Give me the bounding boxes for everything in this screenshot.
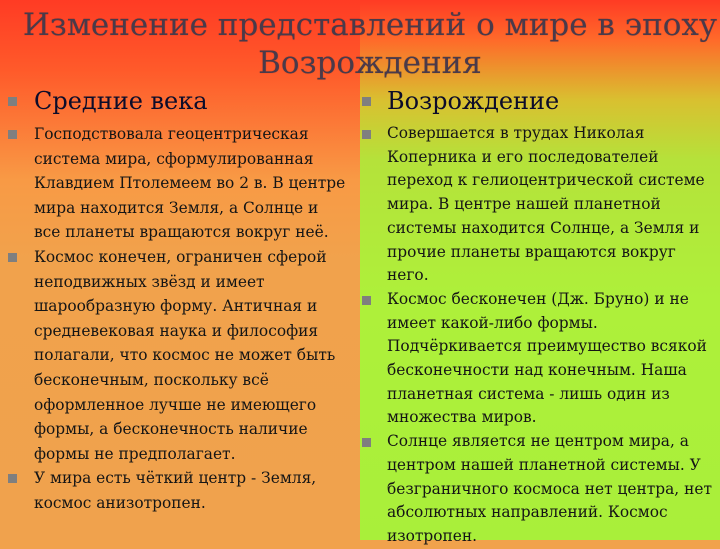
list-item-text: Космос бесконечен (Дж. Бруно) и не имеет какой-либо формы. Подчёркивается преимущество всякой бесконечности над конечным. Наша планетная система - лишь один из множества миров. bbox=[387, 289, 707, 427]
square-bullet-icon bbox=[362, 130, 371, 139]
renaissance-heading: Возрождение bbox=[387, 87, 560, 115]
list-item bbox=[8, 122, 348, 245]
square-bullet-icon bbox=[362, 296, 371, 305]
list-item bbox=[8, 466, 348, 515]
square-bullet-icon bbox=[362, 97, 371, 106]
list-item bbox=[8, 245, 348, 466]
square-bullet-icon bbox=[8, 130, 17, 139]
list-item-text: Господствовала геоцентрическая система мира, сформулированная Клавдием Птолемеем во 2 в. В центре мира находится Земля, а Солнце и все планеты вращаются вокруг неё. bbox=[34, 125, 346, 242]
list-item-text: Совершается в трудах Николая Коперника и его последователей переход к гелиоцентрической системе мира. В центре нашей планетной системы находится Солнце, а Земля и прочие планеты вращаются вокруг него. bbox=[387, 124, 705, 285]
renaissance-column bbox=[362, 86, 714, 549]
middle-ages-column bbox=[8, 86, 348, 516]
middle-ages-heading-row bbox=[8, 86, 348, 116]
list-item-text: У мира есть чёткий центр - Земля, космос анизотропен. bbox=[34, 469, 317, 512]
middle-ages-heading: Средние века bbox=[34, 87, 208, 115]
slide-title: Изменение представлений о мире в эпоху Возрождения bbox=[22, 7, 718, 81]
list-item bbox=[362, 122, 714, 288]
renaissance-heading-row bbox=[362, 86, 714, 116]
square-bullet-icon bbox=[8, 253, 17, 262]
square-bullet-icon bbox=[8, 97, 17, 106]
list-item-text: Космос конечен, ограничен сферой неподвижных звёзд и имеет шарообразную форму. Античная и средневековая наука и философия полагали, что космос не может быть бесконечным, поскольку всё оформленное лучше не имеющего формы, а бесконечность наличие формы не предполагает. bbox=[34, 247, 336, 463]
list-item-text: Солнце является не центром мира, а центром нашей планетной системы. У безграничного космоса нет центра, нет абсолютных направлений. Космос изотропен. bbox=[387, 432, 712, 545]
square-bullet-icon bbox=[362, 438, 371, 447]
list-item bbox=[362, 288, 714, 430]
list-item bbox=[362, 430, 714, 549]
square-bullet-icon bbox=[8, 474, 17, 483]
